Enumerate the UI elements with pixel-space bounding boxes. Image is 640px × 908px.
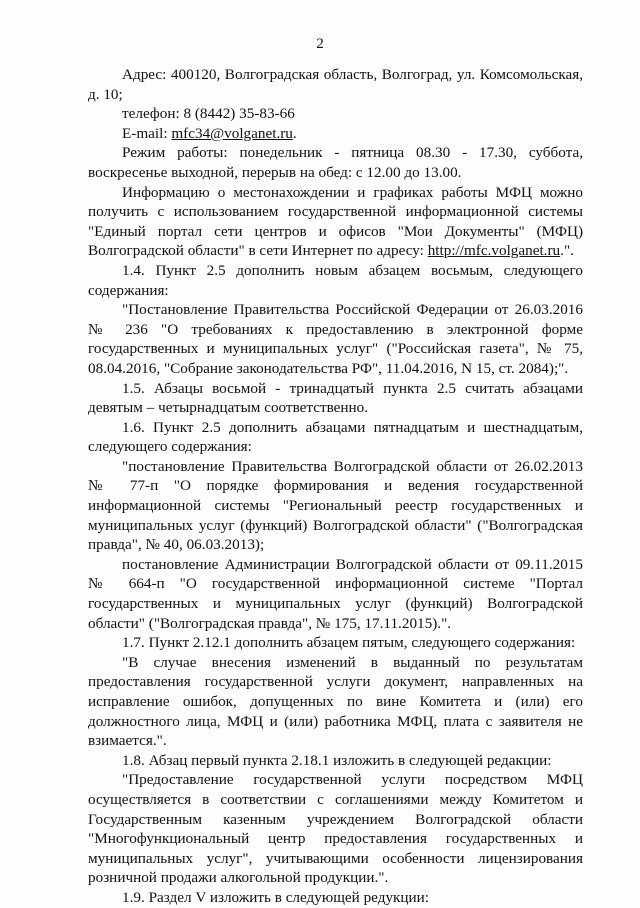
item-1-8-quote: "Предоставление государственной услуги посредством МФЦ осуществляется в соответствии с соглашениями между Комитетом и Государственным казенным учреждением Волгоградской области "Многофункциональный центр предоставления государственных и муниципальных услуг", учитывающими особенности лицензирования розничной продажи алкогольной продукции.". <box>88 771 583 887</box>
website-link[interactable]: http://mfc.volganet.ru <box>427 242 561 260</box>
item-1-6: 1.6. Пункт 2.5 дополнить абзацами пятнадцатым и шестнадцатым, следующего содержания: <box>88 418 583 456</box>
item-1-4: 1.4. Пункт 2.5 дополнить новым абзацем восьмым, следующего содержания: <box>88 261 583 299</box>
info-text: Информацию о местонахождении и графиках работы МФЦ можно получить с использованием государственной информационной системы "Единый портал сети центров и офисов "Мои Документы" (МФЦ) Волгоградской области" в сети Интернет по адресу: <box>88 183 583 260</box>
phone-paragraph: телефон: 8 (8442) 35-83-66 <box>122 105 295 123</box>
email-label: E-mail: <box>122 124 172 142</box>
email-end: . <box>292 124 297 142</box>
email-link[interactable]: mfc34@volganet.ru <box>171 124 293 142</box>
address-paragraph: Адрес: 400120, Волгоградская область, Волгоград, ул. Комсомольская, д. 10; <box>88 66 583 103</box>
item-1-7-quote: "В случае внесения изменений в выданный по результатам предоставления государственной услуги документ, направленных на исправление ошибок, допущенных по вине Комитета и (или) его должностного лица, МФЦ и (или) работника МФЦ, плата с заявителя не взимается.". <box>88 653 583 750</box>
item-1-7: 1.7. Пункт 2.12.1 дополнить абзацем пятым, следующего содержания: <box>122 634 576 652</box>
item-1-4-quote: "Постановление Правительства Российской Федерации от 26.03.2016 № 236 "О требованиях к предоставлению в электронной форме государственных и муниципальных услуг" ("Российская газета", № 75, 08.04.2016, "Собрание законодательства РФ", 11.04.2016, N 15, ст. 2084);". <box>88 301 583 377</box>
item-1-6-quote-1: "постановление Правительства Волгоградской области от 26.02.2013 № 77-п "О порядке формирования и ведения государственной информационной системы "Региональный реестр государственных и муниципальных услуг (функций) Волгоградской области" ("Волгоградская правда", № 40, 06.03.2013); <box>88 457 583 554</box>
page-number: 2 <box>316 35 324 52</box>
hours-paragraph: Режим работы: понедельник - пятница 08.30 - 17.30, суббота, воскресенье выходной, перерыв на обед: с 12.00 до 13.00. <box>88 144 583 181</box>
email-paragraph <box>88 124 583 144</box>
item-1-6-quote-2: постановление Администрации Волгоградской области от 09.11.2015 № 664-п "О государственной информационной системе "Портал государственных и муниципальных услуг (функций) Волгоградской области" ("Волгоградская правда", № 175, 17.11.2015).". <box>88 555 583 632</box>
info-end: .". <box>560 242 574 260</box>
document-body <box>88 65 583 908</box>
item-1-8: 1.8. Абзац первый пункта 2.18.1 изложить в следующей редакции: <box>122 751 552 769</box>
info-paragraph <box>88 183 583 261</box>
item-1-9: 1.9. Раздел V изложить в следующей редукции: <box>122 888 430 906</box>
item-1-5: 1.5. Абзацы восьмой - тринадцатый пункта 2.5 считать абзацами девятым – четырнадцатым соответственно. <box>88 379 583 417</box>
